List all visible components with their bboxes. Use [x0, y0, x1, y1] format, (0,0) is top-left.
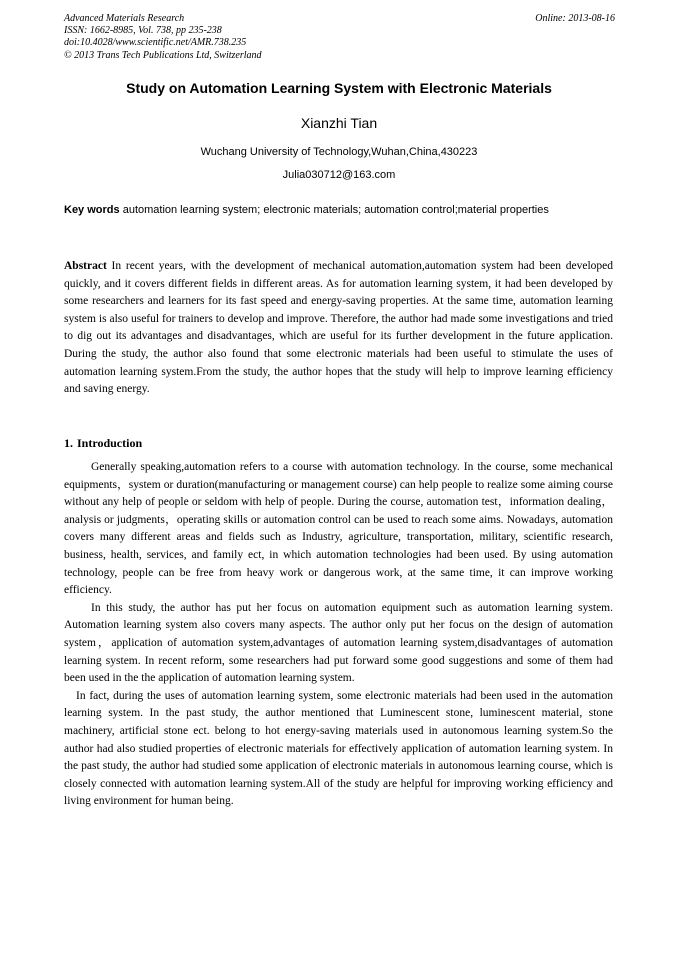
section-heading-introduction [64, 436, 613, 451]
section-title: Introduction [77, 436, 143, 450]
section-number: 1. [64, 436, 73, 450]
journal-name: Advanced Materials Research [64, 13, 185, 24]
abstract-block [64, 258, 613, 399]
paragraph: In this study, the author has put her focus on automation equipment such as automation learning system. Automation learning system also covers many aspects. The author only put her focus on the design of automation system，application of automation system,advantages of automation learning system,disadvantages of automation learning system. In recent reform, some researchers had put forward some good suggestions and some of them had been used in the the application of automation learning system. [64, 601, 613, 685]
author-affiliation: Wuchang University of Technology,Wuhan,China,430223 [200, 146, 478, 158]
paragraph: Generally speaking,automation refers to a course with automation technology. In the course, some mechanical equipments，system or duration(manufacturing or management course) can help people to realize some aiming course without any help of people or seldom with help of people. During the course, automation test，information dealing，analysis or judgments，operating skills or automation control can be used to reach some aims. Nowadays, automation covers many different areas and fields such as Industry, agriculture, transportation, military, scientific research, business, health, services, and family ect, in which automation technologies had been used. By using automation technology, people can be free from heavy work or dangerous work, at the same time, it can improve working efficiency. [64, 461, 613, 597]
paper-title: Study on Automation Learning System with Electronic Materials [126, 80, 552, 96]
introduction-body [64, 459, 613, 811]
keywords-label: Key words [64, 204, 120, 216]
online-date: Online: 2013-08-16 [535, 13, 615, 24]
author-email: Julia030712@163.com [282, 169, 396, 181]
paper-author: Xianzhi Tian [300, 115, 378, 131]
journal-doi: doi:10.4028/www.scientific.net/AMR.738.235 [64, 37, 247, 49]
keywords-block [64, 202, 613, 220]
keywords-text: automation learning system; electronic materials; automation control;material properties [122, 204, 549, 216]
paragraph: In fact, during the uses of automation learning system, some electronic materials had been used in the automation learning system. In the past study, the author mentioned that Luminescent stone, luminescent material, stone machinery, artificial stone ect. belong to hot energy-saving materials used in autonomous learning system.So the author had also studied properties of electronic materials for effectively application of automation learning system. In the past study, the author had studied some application of electronic materials in autonomous learning course, which is closely connected with automation learning system.All of the study are helpful for improving working efficiency and living environment for human being. [64, 689, 613, 808]
journal-copyright: © 2013 Trans Tech Publications Ltd, Switzerland [64, 49, 262, 61]
abstract-label: Abstract [64, 260, 107, 272]
abstract-text: In recent years, with the development of mechanical automation,automation system had been developed quickly, and it covers different fields in different areas. As for automation learning system, it had been developed by some researchers and learners for its fast speed and energy-saving properties. At the same time, automation learning system is also useful for trainers to develop and improve. Therefore, the author had made some investigations and tried to dig out its advantages and disadvantages, which are useful for its further development in the future application. During the study, the author also found that some electronic materials had been useful to stimulate the uses of automation learning system.From the study, the author hopes that the study will help to improve learning efficiency and saving energy. [64, 260, 613, 396]
journal-header [64, 13, 262, 62]
journal-issn: ISSN: 1662-8985, Vol. 738, pp 235-238 [64, 25, 222, 37]
